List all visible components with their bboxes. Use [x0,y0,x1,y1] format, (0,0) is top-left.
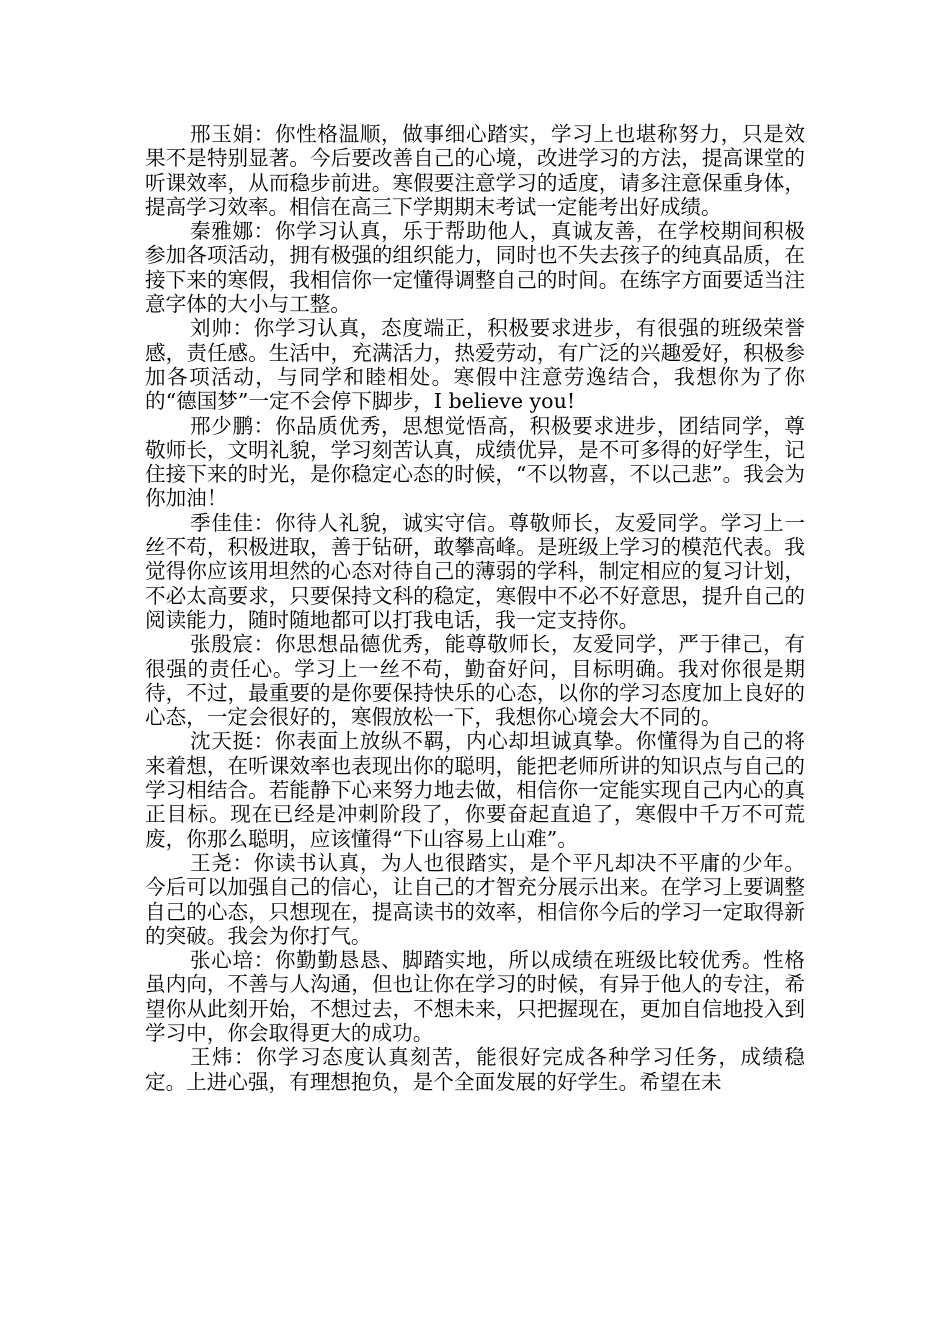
comment-paragraph: 王炜：你学习态度认真刻苦，能很好完成各种学习任务，成绩稳定。上进心强，有理想抱负，是个全面发展的好学生。希望在未 [145,1045,805,1094]
comment-paragraph: 秦雅娜：你学习认真，乐于帮助他人，真诚友善，在学校期间积极参加各项活动，拥有极强的组织能力，同时也不失去孩子的纯真品质，在接下来的寒假，我相信你一定懂得调整自己的时间。在练字方面要适当注意字体的大小与工整。 [145,219,805,317]
comment-paragraph: 沈天挺：你表面上放纵不羁，内心却坦诚真挚。你懂得为自己的将来着想，在听课效率也表现出你的聪明，能把老师所讲的知识点与自己的学习相结合。若能静下心来努力地去做，相信你一定能实现自己内心的真正目标。现在已经是冲刺阶段了，你要奋起直追了，寒假中千万不可荒废，你那么聪明，应该懂得“下山容易上山难”。 [145,729,805,851]
comment-paragraph: 邢少鹏：你品质优秀，思想觉悟高，积极要求进步，团结同学，尊敬师长，文明礼貌，学习刻苦认真，成绩优异，是不可多得的好学生，记住接下来的时光，是你稳定心态的时候，“不以物喜，不以己悲”。我会为你加油！ [145,413,805,511]
comment-paragraph: 王尧：你读书认真，为人也很踏实，是个平凡却决不平庸的少年。今后可以加强自己的信心，让自己的才智充分展示出来。在学习上要调整自己的心态，只想现在，提高读书的效率，相信你今后的学习一定取得新的突破。我会为你打气。 [145,850,805,948]
comment-paragraph: 张殷宸：你思想品德优秀，能尊敬师长，友爱同学，严于律己，有很强的责任心。学习上一丝不苟，勤奋好问，目标明确。我对你很是期待，不过，最重要的是你要保持快乐的心态，以你的学习态度加上良好的心态，一定会很好的，寒假放松一下，我想你心境会大不同的。 [145,632,805,730]
comment-paragraph: 季佳佳：你待人礼貌，诚实守信。尊敬师长，友爱同学。学习上一丝不苟，积极进取，善于钻研，敢攀高峰。是班级上学习的模范代表。我觉得你应该用坦然的心态对待自己的薄弱的学科，制定相应的复习计划，不必太高要求，只要保持文科的稳定，寒假中不必不好意思，提升自己的阅读能力，随时随地都可以打我电话，我一定支持你。 [145,510,805,632]
comment-paragraph: 邢玉娟：你性格温顺，做事细心踏实，学习上也堪称努力，只是效果不是特别显著。今后要改善自己的心境，改进学习的方法，提高课堂的听课效率，从而稳步前进。寒假要注意学习的适度，请多注意保重身体，提高学习效率。相信在高三下学期期末考试一定能考出好成绩。 [145,122,805,219]
comment-paragraph: 刘帅：你学习认真，态度端正，积极要求进步，有很强的班级荣誉感，责任感。生活中，充满活力，热爱劳动，有广泛的兴趣爱好，积极参加各项活动，与同学和睦相处。寒假中注意劳逸结合，我想你为了你的“德国梦”一定不会停下脚步，I believe you! [145,316,805,414]
comment-paragraph: 张心培：你勤勤恳恳、脚踏实地，所以成绩在班级比较优秀。性格虽内向，不善与人沟通，但也让你在学习的时候，有异于他人的专注，希望你从此刻开始，不想过去，不想未来，只把握现在，更加自信地投入到学习中，你会取得更大的成功。 [145,948,805,1045]
document-body [145,122,805,1094]
